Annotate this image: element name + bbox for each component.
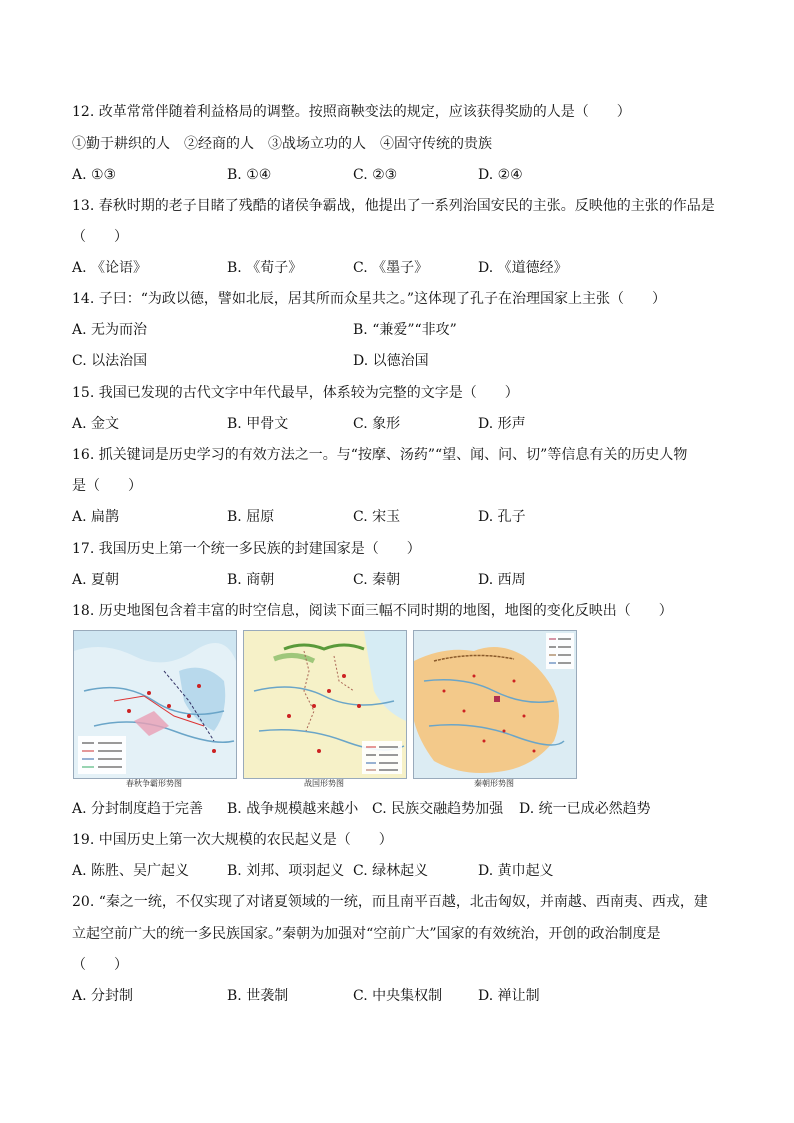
qin-dynasty-map xyxy=(413,630,577,779)
q17-option-a[interactable]: A. 夏朝 xyxy=(72,572,120,588)
question-14-stem: 14. 子曰：“为政以德，譬如北辰，居其所而众星共之。”这体现了孔子在治理国家上主张（ ） xyxy=(72,291,667,307)
map-caption-qin: 秦朝形势图 xyxy=(474,779,514,788)
q16-option-d[interactable]: D. 孔子 xyxy=(478,509,526,525)
q20-option-d[interactable]: D. 禅让制 xyxy=(478,988,540,1004)
q19-option-d[interactable]: D. 黄巾起义 xyxy=(478,863,554,879)
q12-option-b[interactable]: B. ①④ xyxy=(227,167,272,183)
question-20-stem-line-1: 20. “秦之一统，不仅实现了对诸夏领域的一统，而且南平百越，北击匈奴，并南越、西南夷、西戎，建 xyxy=(72,894,708,910)
question-19-stem: 19. 中国历史上第一次大规模的农民起义是（ ） xyxy=(72,832,393,848)
question-16-stem: 16. 抓关键词是历史学习的有效方法之一。与“按摩、汤药”“望、闻、问、切”等信息有关的历史人物 xyxy=(72,447,688,463)
q20-option-b[interactable]: B. 世袭制 xyxy=(227,988,289,1004)
q18-option-c[interactable]: C. 民族交融趋势加强 xyxy=(372,801,504,817)
question-18-stem: 18. 历史地图包含着丰富的时空信息，阅读下面三幅不同时期的地图，地图的变化反映出（ ） xyxy=(72,603,673,619)
q20-option-c[interactable]: C. 中央集权制 xyxy=(353,988,443,1004)
question-13-blank: （ ） xyxy=(72,229,128,245)
question-12-stem: 12. 改革常常伴随着利益格局的调整。按照商鞅变法的规定，应该获得奖励的人是（ ） xyxy=(72,104,631,120)
question-20-stem-line-2: 立起空前广大的统一多民族国家。”秦朝为加强对“空前广大”国家的有效统治，开创的政治制度是 xyxy=(72,926,661,942)
q15-option-d[interactable]: D. 形声 xyxy=(478,416,526,432)
q12-option-a[interactable]: A. ①③ xyxy=(72,167,117,183)
q15-option-c[interactable]: C. 象形 xyxy=(353,416,401,432)
q17-option-c[interactable]: C. 秦朝 xyxy=(353,572,401,588)
history-maps-figure xyxy=(73,630,563,790)
q17-option-b[interactable]: B. 商朝 xyxy=(227,572,275,588)
q16-option-c[interactable]: C. 宋玉 xyxy=(353,509,401,525)
q19-option-a[interactable]: A. 陈胜、吴广起义 xyxy=(72,863,190,879)
q13-option-b[interactable]: B. 《荀子》 xyxy=(227,260,303,276)
warring-states-map xyxy=(243,630,407,779)
q13-option-c[interactable]: C. 《墨子》 xyxy=(353,260,429,276)
q15-option-b[interactable]: B. 甲骨文 xyxy=(227,416,289,432)
question-15-stem: 15. 我国已发现的古代文字中年代最早，体系较为完整的文字是（ ） xyxy=(72,385,519,401)
q17-option-d[interactable]: D. 西周 xyxy=(478,572,526,588)
q19-option-b[interactable]: B. 刘邦、项羽起义 xyxy=(227,863,345,879)
question-16-blank: 是（ ） xyxy=(72,478,142,494)
q14-option-a[interactable]: A. 无为而治 xyxy=(72,322,148,338)
question-17-stem: 17. 我国历史上第一个统一多民族的封建国家是（ ） xyxy=(72,541,421,557)
q14-option-c[interactable]: C. 以法治国 xyxy=(72,353,148,369)
q15-option-a[interactable]: A. 金文 xyxy=(72,416,120,432)
spring-autumn-map xyxy=(73,630,237,779)
q13-option-d[interactable]: D. 《道德经》 xyxy=(478,260,568,276)
question-20-blank: （ ） xyxy=(72,957,128,973)
question-13-stem: 13. 春秋时期的老子目睹了残酷的诸侯争霸战，他提出了一系列治国安民的主张。反映他的主张的作品是 xyxy=(72,198,715,214)
q20-option-a[interactable]: A. 分封制 xyxy=(72,988,134,1004)
q14-option-d[interactable]: D. 以德治国 xyxy=(353,353,429,369)
q19-option-c[interactable]: C. 绿林起义 xyxy=(353,863,429,879)
q12-option-d[interactable]: D. ②④ xyxy=(478,167,523,183)
question-12-items: ①勤于耕织的人 ②经商的人 ③战场立功的人 ④固守传统的贵族 xyxy=(72,136,492,152)
map-caption-spring-autumn: 春秋争霸形势图 xyxy=(126,779,182,788)
map-caption-warring-states: 战国形势图 xyxy=(304,779,344,788)
q18-option-d[interactable]: D. 统一已成必然趋势 xyxy=(519,801,651,817)
q16-option-b[interactable]: B. 屈原 xyxy=(227,509,275,525)
q14-option-b[interactable]: B. “兼爱”“非攻” xyxy=(353,322,457,338)
q16-option-a[interactable]: A. 扁鹊 xyxy=(72,509,120,525)
q13-option-a[interactable]: A. 《论语》 xyxy=(72,260,148,276)
q18-option-a[interactable]: A. 分封制度趋于完善 xyxy=(72,801,204,817)
q18-option-b[interactable]: B. 战争规模越来越小 xyxy=(227,801,359,817)
q12-option-c[interactable]: C. ②③ xyxy=(353,167,398,183)
